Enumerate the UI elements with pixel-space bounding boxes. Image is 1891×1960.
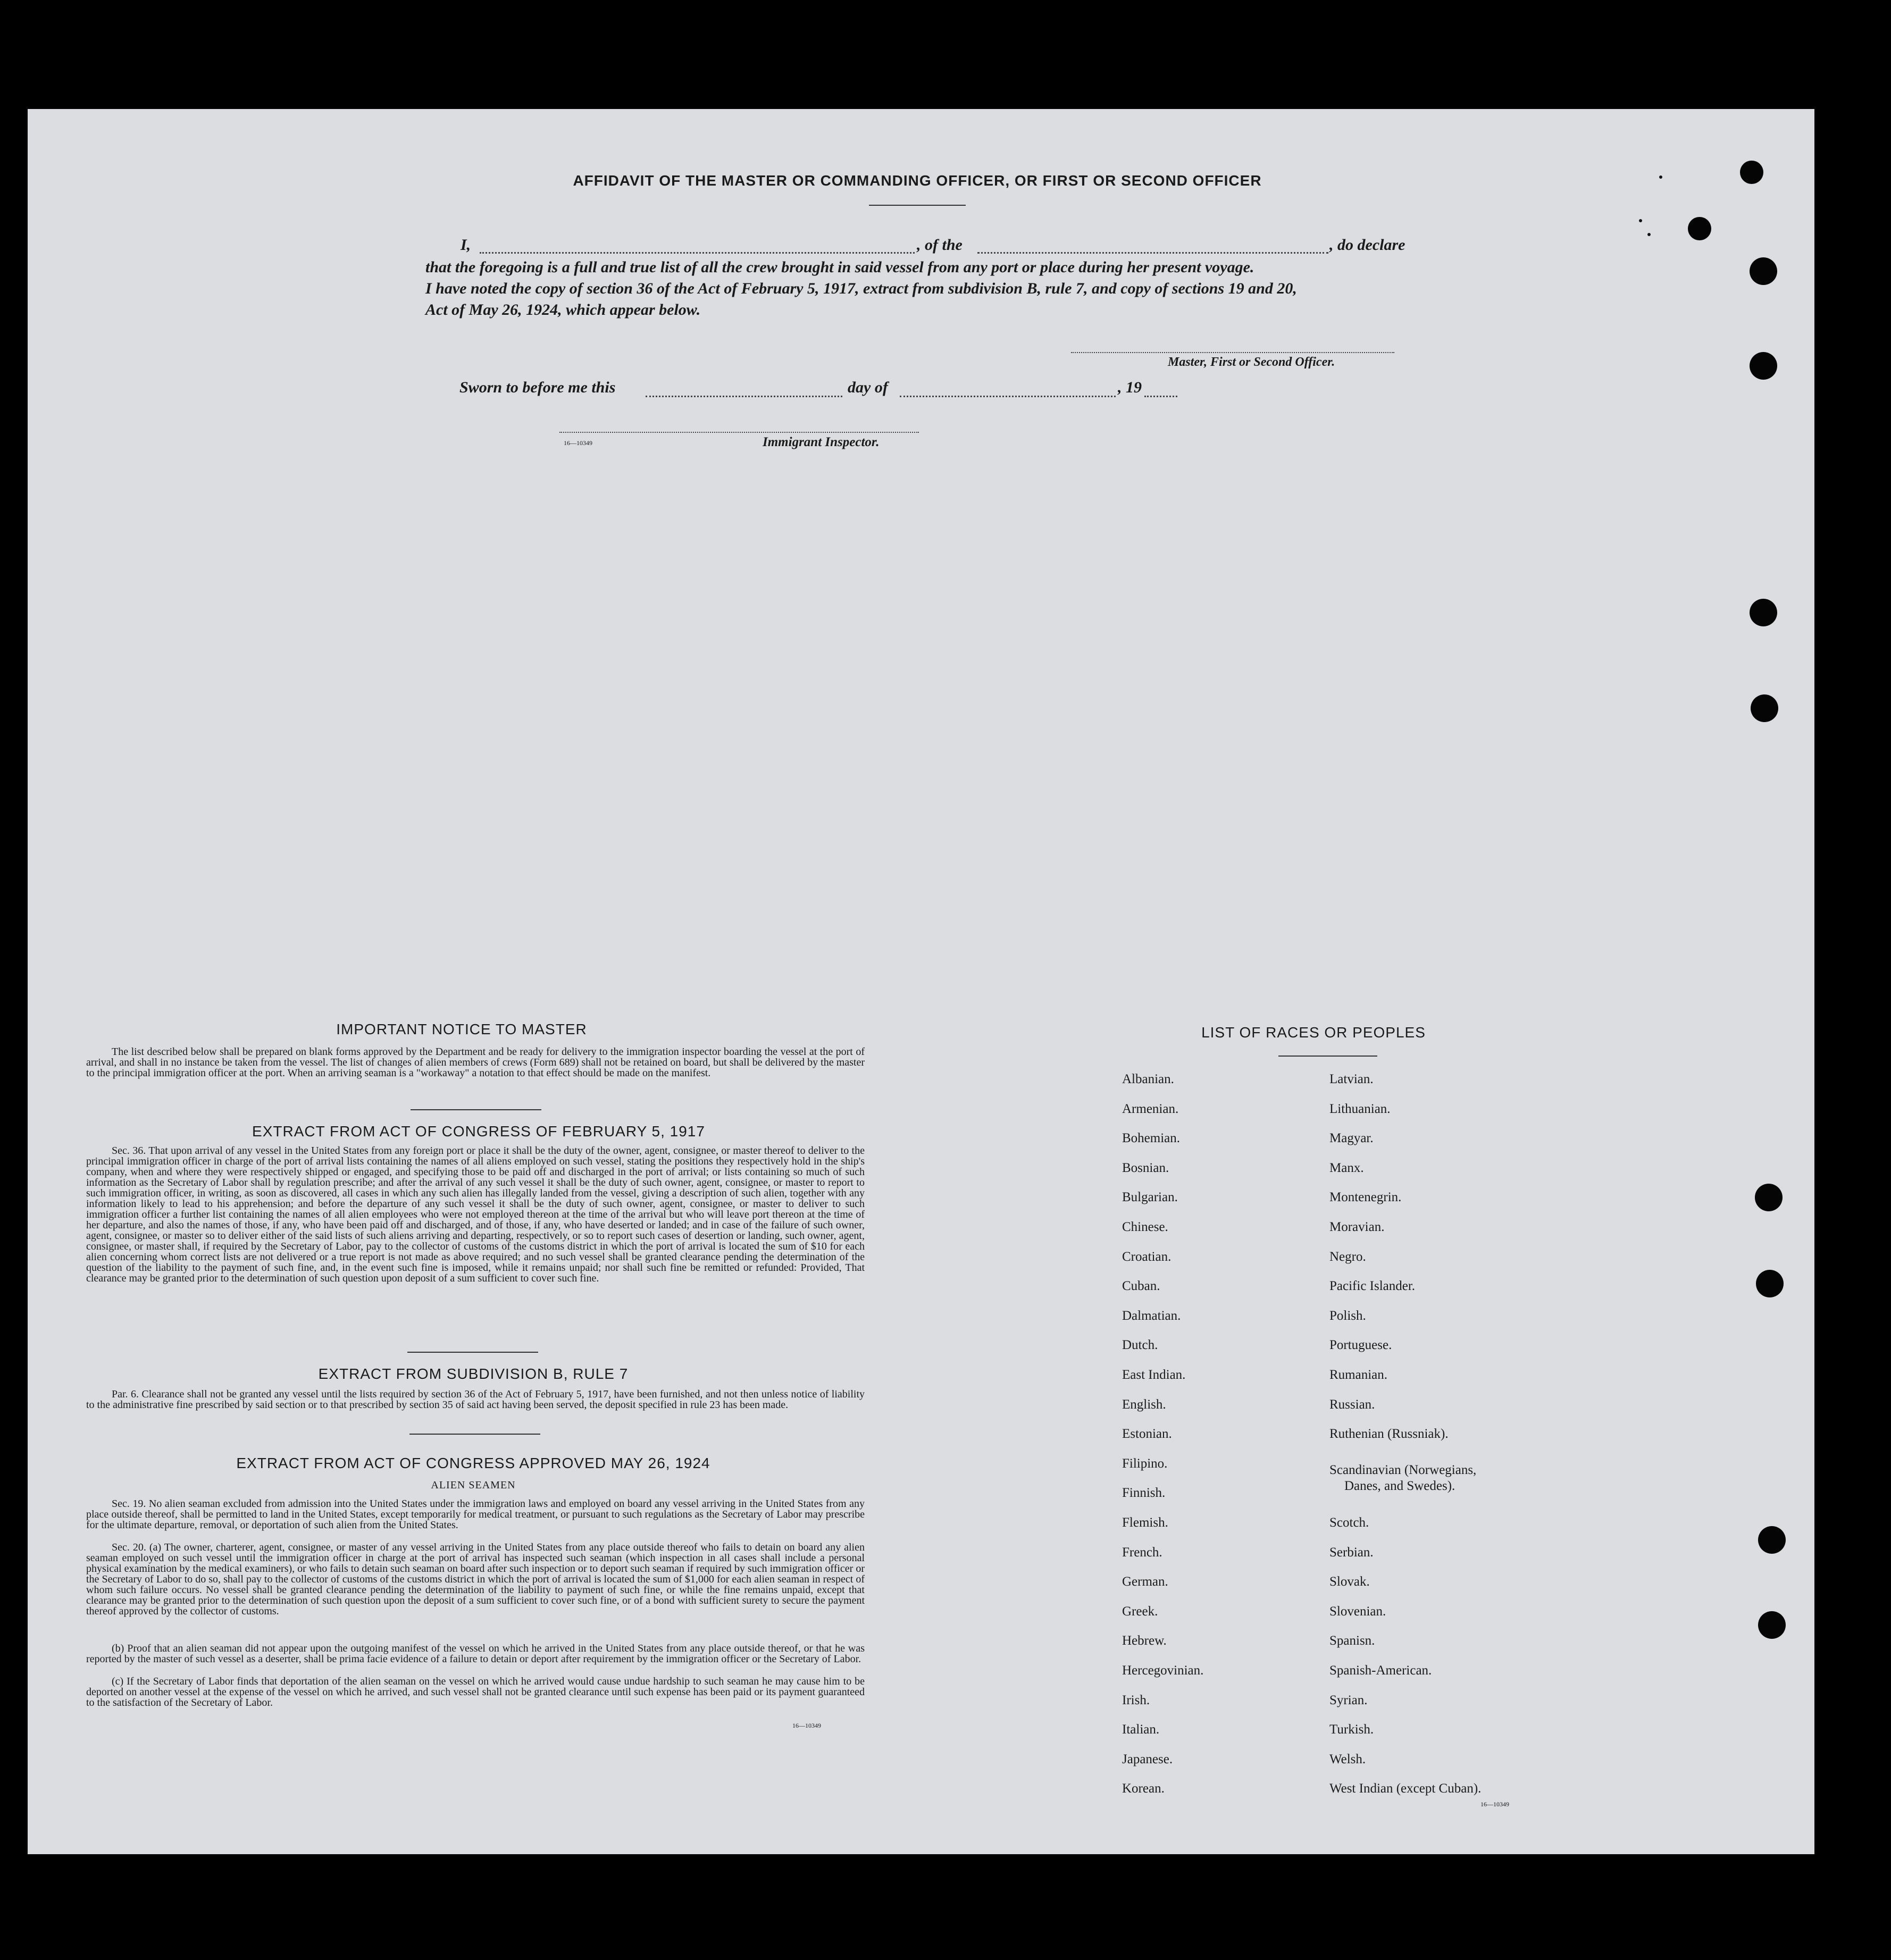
sec-20b-body: (b) Proof that an alien seaman did not appear upon the outgoing manifest of the vessel on which he arrived in the United States from any place outside thereof, or that he was reported by the master of such vessel as a deserter, shall be prima facie evidence of a failure to detain or deport after requirement by the immigration officer or the Secretary of Labor. [86,1643,865,1665]
speck [1639,219,1642,222]
affidavit-line-3: I have noted the copy of section 36 of the Act of February 5, 1917, extract from subdivision B, rule 7, and copy of sections 19 and 20, [425,280,1297,297]
divider [1278,1056,1377,1057]
rule-7-title: EXTRACT FROM SUBDIVISION B, RULE 7 [318,1366,629,1382]
sec-20b-text [86,1643,865,1664]
punch-hole [1750,257,1777,285]
race-item: Albanian. [1122,1072,1174,1086]
punch-hole [1751,694,1778,722]
race-item: Italian. [1122,1722,1160,1737]
race-item: Turkish. [1329,1722,1374,1737]
race-item: Japanese. [1122,1752,1173,1766]
sec-20a-text [86,1542,865,1616]
notice-body: The list described below shall be prepared on blank forms approved by the Department and be ready for delivery to the immigration inspector boarding the vessel at the port of arrival, and shall in no instance be taken from the vessel. The list of changes of alien members of crews (Form 689) shall not be retained on board, but shall be delivered by the master to the principal immigration officer at the port. When an arriving seaman is a "workaway" a notation to that effect should be made on the manifest. [86,1046,865,1079]
race-item: Syrian. [1329,1693,1368,1707]
affidavit-of-the-label: , of the [917,236,963,254]
affidavit-line-4: Act of May 26, 1924, which appear below. [425,301,701,319]
race-item: Bulgarian. [1122,1190,1178,1205]
race-item: West Indian (except Cuban). [1329,1781,1482,1796]
race-item: French. [1122,1545,1162,1560]
affidavit-form-number: 16—10349 [564,439,592,447]
extract-1917-title: EXTRACT FROM ACT OF CONGRESS OF FEBRUARY 5, 1917 [252,1123,705,1140]
race-item: Croatian. [1122,1249,1172,1264]
punch-hole [1740,161,1763,184]
notice-text [86,1046,865,1078]
year-label: , 19 [1118,379,1142,396]
race-item: Armenian. [1122,1101,1179,1116]
race-item: Dalmatian. [1122,1308,1181,1323]
race-item: Manx. [1329,1160,1364,1175]
punch-hole [1750,599,1777,626]
sec-19-body: Sec. 19. No alien seaman excluded from admission into the United States under the immigration laws and employed on board any vessel arriving in the United States from any place outside thereof, shall be permitted to land in the United States, except temporarily for medical treatment, or pursuant to such regulations as the Secretary of Labor may prescribe for the ultimate departure, removal, or deportation of such alien from the United States. [86,1498,865,1531]
affidavit-declare-label: , do declare [1329,236,1405,254]
race-item: English. [1122,1397,1166,1412]
inspector-signature-line [559,432,919,433]
sworn-year-blank [1144,396,1177,397]
race-item: Bosnian. [1122,1160,1169,1175]
sec-20a-body: Sec. 20. (a) The owner, charterer, agent, consignee, or master of any vessel arriving in the United States from any place outside thereof who fails to detain on board any alien seaman employed on such vessel until the immigration officer in charge at the port of arrival has inspected such seaman (which inspection in all cases shall include a personal physical examination by the medical examiners), or who fails to detain such seaman on board after such inspection or to deport such seaman if required by such immigration officer or the Secretary of Labor to do so, shall pay to the collector of customs of the customs district in which the port of arrival is located the sum of $1,000 for each alien seaman in respect of whom such failure occurs. No vessel shall be granted clearance pending the determination of the liability to payment of such fine, or while the fine remains unpaid, except that clearance may be granted prior to the determination of such question upon the deposit of a sum sufficient to cover such fine, or of a bond with sufficient surety to secure the payment thereof approved by the collector of customs. [86,1542,865,1617]
race-item: Flemish. [1122,1515,1168,1530]
race-item: Moravian. [1329,1220,1385,1234]
race-item: Slovenian. [1329,1604,1386,1619]
races-form-number: 16—10349 [1480,1800,1509,1808]
race-item: Spanisn. [1329,1634,1375,1648]
punch-hole [1750,352,1777,380]
sworn-day-blank [646,396,842,397]
race-item: Pacific Islander. [1329,1279,1416,1294]
punch-hole [1758,1611,1786,1639]
race-item: Irish. [1122,1693,1150,1707]
alien-seamen-subtitle: ALIEN SEAMEN [431,1479,516,1491]
punch-hole [1755,1184,1783,1211]
extract-1924-title: EXTRACT FROM ACT OF CONGRESS APPROVED MAY 26, 1924 [236,1455,710,1471]
race-item: Danes, and Swedes). [1344,1478,1455,1493]
sec-20c-text [86,1676,865,1708]
race-item: Portuguese. [1329,1338,1392,1353]
speck [1647,233,1651,236]
divider [409,1434,540,1435]
race-item: East Indian. [1122,1368,1186,1382]
races-title: LIST OF RACES OR PEOPLES [1201,1024,1426,1041]
race-item: Spanish-American. [1329,1663,1432,1678]
race-item: Scotch. [1329,1515,1369,1530]
race-item: Bohemian. [1122,1131,1181,1146]
race-item: Welsh. [1329,1752,1366,1766]
punch-hole [1756,1270,1784,1297]
sec-19-text [86,1498,865,1530]
master-signature-line [1071,352,1394,353]
race-item: Scandinavian (Norwegians, [1329,1462,1477,1477]
race-item: Cuban. [1122,1279,1160,1294]
race-item: Negro. [1329,1249,1366,1264]
affidavit-i-label: I, [461,236,471,254]
race-item: Magyar. [1329,1131,1374,1146]
divider [411,1109,541,1110]
race-item: Hercegovinian. [1122,1663,1204,1678]
race-item: Ruthenian (Russniak). [1329,1427,1449,1442]
divider [869,205,966,206]
extract-1917-body: Sec. 36. That upon arrival of any vessel in the United States from any foreign port or place it shall be the duty of the owner, agent, consignee, or master thereof to deliver to the principal immigration officer in charge of the port of arrival lists containing the names of all aliens employed on such vessel, stating the positions they respectively hold in the ship's company, when and where they were respectively shipped or engaged, and specifying those to be paid off and discharged in the port of arrival; or lists containing so much of such information as the Secretary of Labor shall by regulation prescribe; and after the arrival of any such vessel it shall be the duty of such owner, agent, consignee, or master to report to such immigration officer, in writing, as soon as discovered, all cases in which any such alien has illegally landed from the vessel, giving a description of such alien, together with any information likely to lead to his apprehension; and before the departure of any such vessel it shall be the duty of such owner, agent, consignee, or master to deliver to such immigration officer a further list containing the names of all alien employees who were not employed thereon at the time of the arrival but who will leave port thereon at the time of her departure, and also the names of those, if any, who have been paid off and discharged, and of those, if any, who have deserted or landed; and in case of the failure of such owner, agent, consignee, or master so to deliver either of the said lists of such aliens arriving and departing, respectively, or so to report such cases of desertion or landing, such owner, agent, consignee, or master shall, if required by the Secretary of Labor, pay to the collector of customs of the customs district in which the port of arrival is located the sum of $10 for each alien concerning whom correct lists are not delivered or a true report is not made as above required; and no such vessel shall be granted clearance pending the determination of the question of the liability to the payment of such fine, and, in the event such fine is imposed, while it remains unpaid; nor shall such fine be remitted or refunded: Provided, That clearance may be granted prior to the determination of such question upon deposit of a sum sufficient to cover such fine. [86,1145,865,1284]
race-item: Rumanian. [1329,1368,1388,1382]
affidavit-title: AFFIDAVIT OF THE MASTER OR COMMANDING OFFICER, OR FIRST OR SECOND OFFICER [573,172,1262,189]
name-blank [480,252,915,254]
sec-20c-body: (c) If the Secretary of Labor finds that deportation of the alien seaman on the vessel on which he arrived would cause undue hardship to such seaman he may cause him to be deported on another vessel at the expense of the vessel on which he arrived, and such vessel shall not be granted clearance until such expense has been paid or its payment guaranteed to the satisfaction of the Secretary of Labor. [86,1676,865,1708]
extract-form-number: 16—10349 [792,1722,821,1729]
speck [1659,175,1662,179]
race-item: Finnish. [1122,1486,1166,1501]
race-item: German. [1122,1574,1168,1589]
race-item: Serbian. [1329,1545,1374,1560]
rule-7-body: Par. 6. Clearance shall not be granted any vessel until the lists required by section 36 of the Act of February 5, 1917, have been furnished, and not then unless notice of liability to the administrative fine prescribed by said section or to that prescribed by section 35 of said act having been served, the deposit specified in rule 23 has been made. [86,1388,865,1411]
divider [407,1352,538,1353]
race-item: Polish. [1329,1308,1366,1323]
day-of-label: day of [848,379,888,396]
race-item: Dutch. [1122,1338,1158,1353]
race-item: Filipino. [1122,1456,1168,1471]
race-item: Estonian. [1122,1427,1172,1442]
sworn-label: Sworn to before me this [459,379,616,396]
race-item: Hebrew. [1122,1634,1167,1648]
affidavit-line-2: that the foregoing is a full and true list of all the crew brought in said vessel from any port or place during her present voyage. [425,258,1254,276]
race-item: Latvian. [1329,1072,1374,1086]
punch-hole [1688,217,1711,240]
race-item: Montenegrin. [1329,1190,1402,1205]
race-item: Slovak. [1329,1574,1370,1589]
rule-7-text [86,1389,865,1410]
master-signature-label: Master, First or Second Officer. [1168,355,1335,369]
race-item: Greek. [1122,1604,1158,1619]
race-item: Lithuanian. [1329,1101,1391,1116]
race-item: Russian. [1329,1397,1375,1412]
extract-1917-text [86,1145,865,1284]
race-item: Korean. [1122,1781,1165,1796]
notice-title: IMPORTANT NOTICE TO MASTER [336,1021,587,1037]
inspector-label: Immigrant Inspector. [763,435,880,449]
punch-hole [1758,1526,1786,1554]
vessel-blank [977,252,1328,254]
sworn-month-blank [900,396,1116,397]
race-item: Chinese. [1122,1220,1168,1234]
